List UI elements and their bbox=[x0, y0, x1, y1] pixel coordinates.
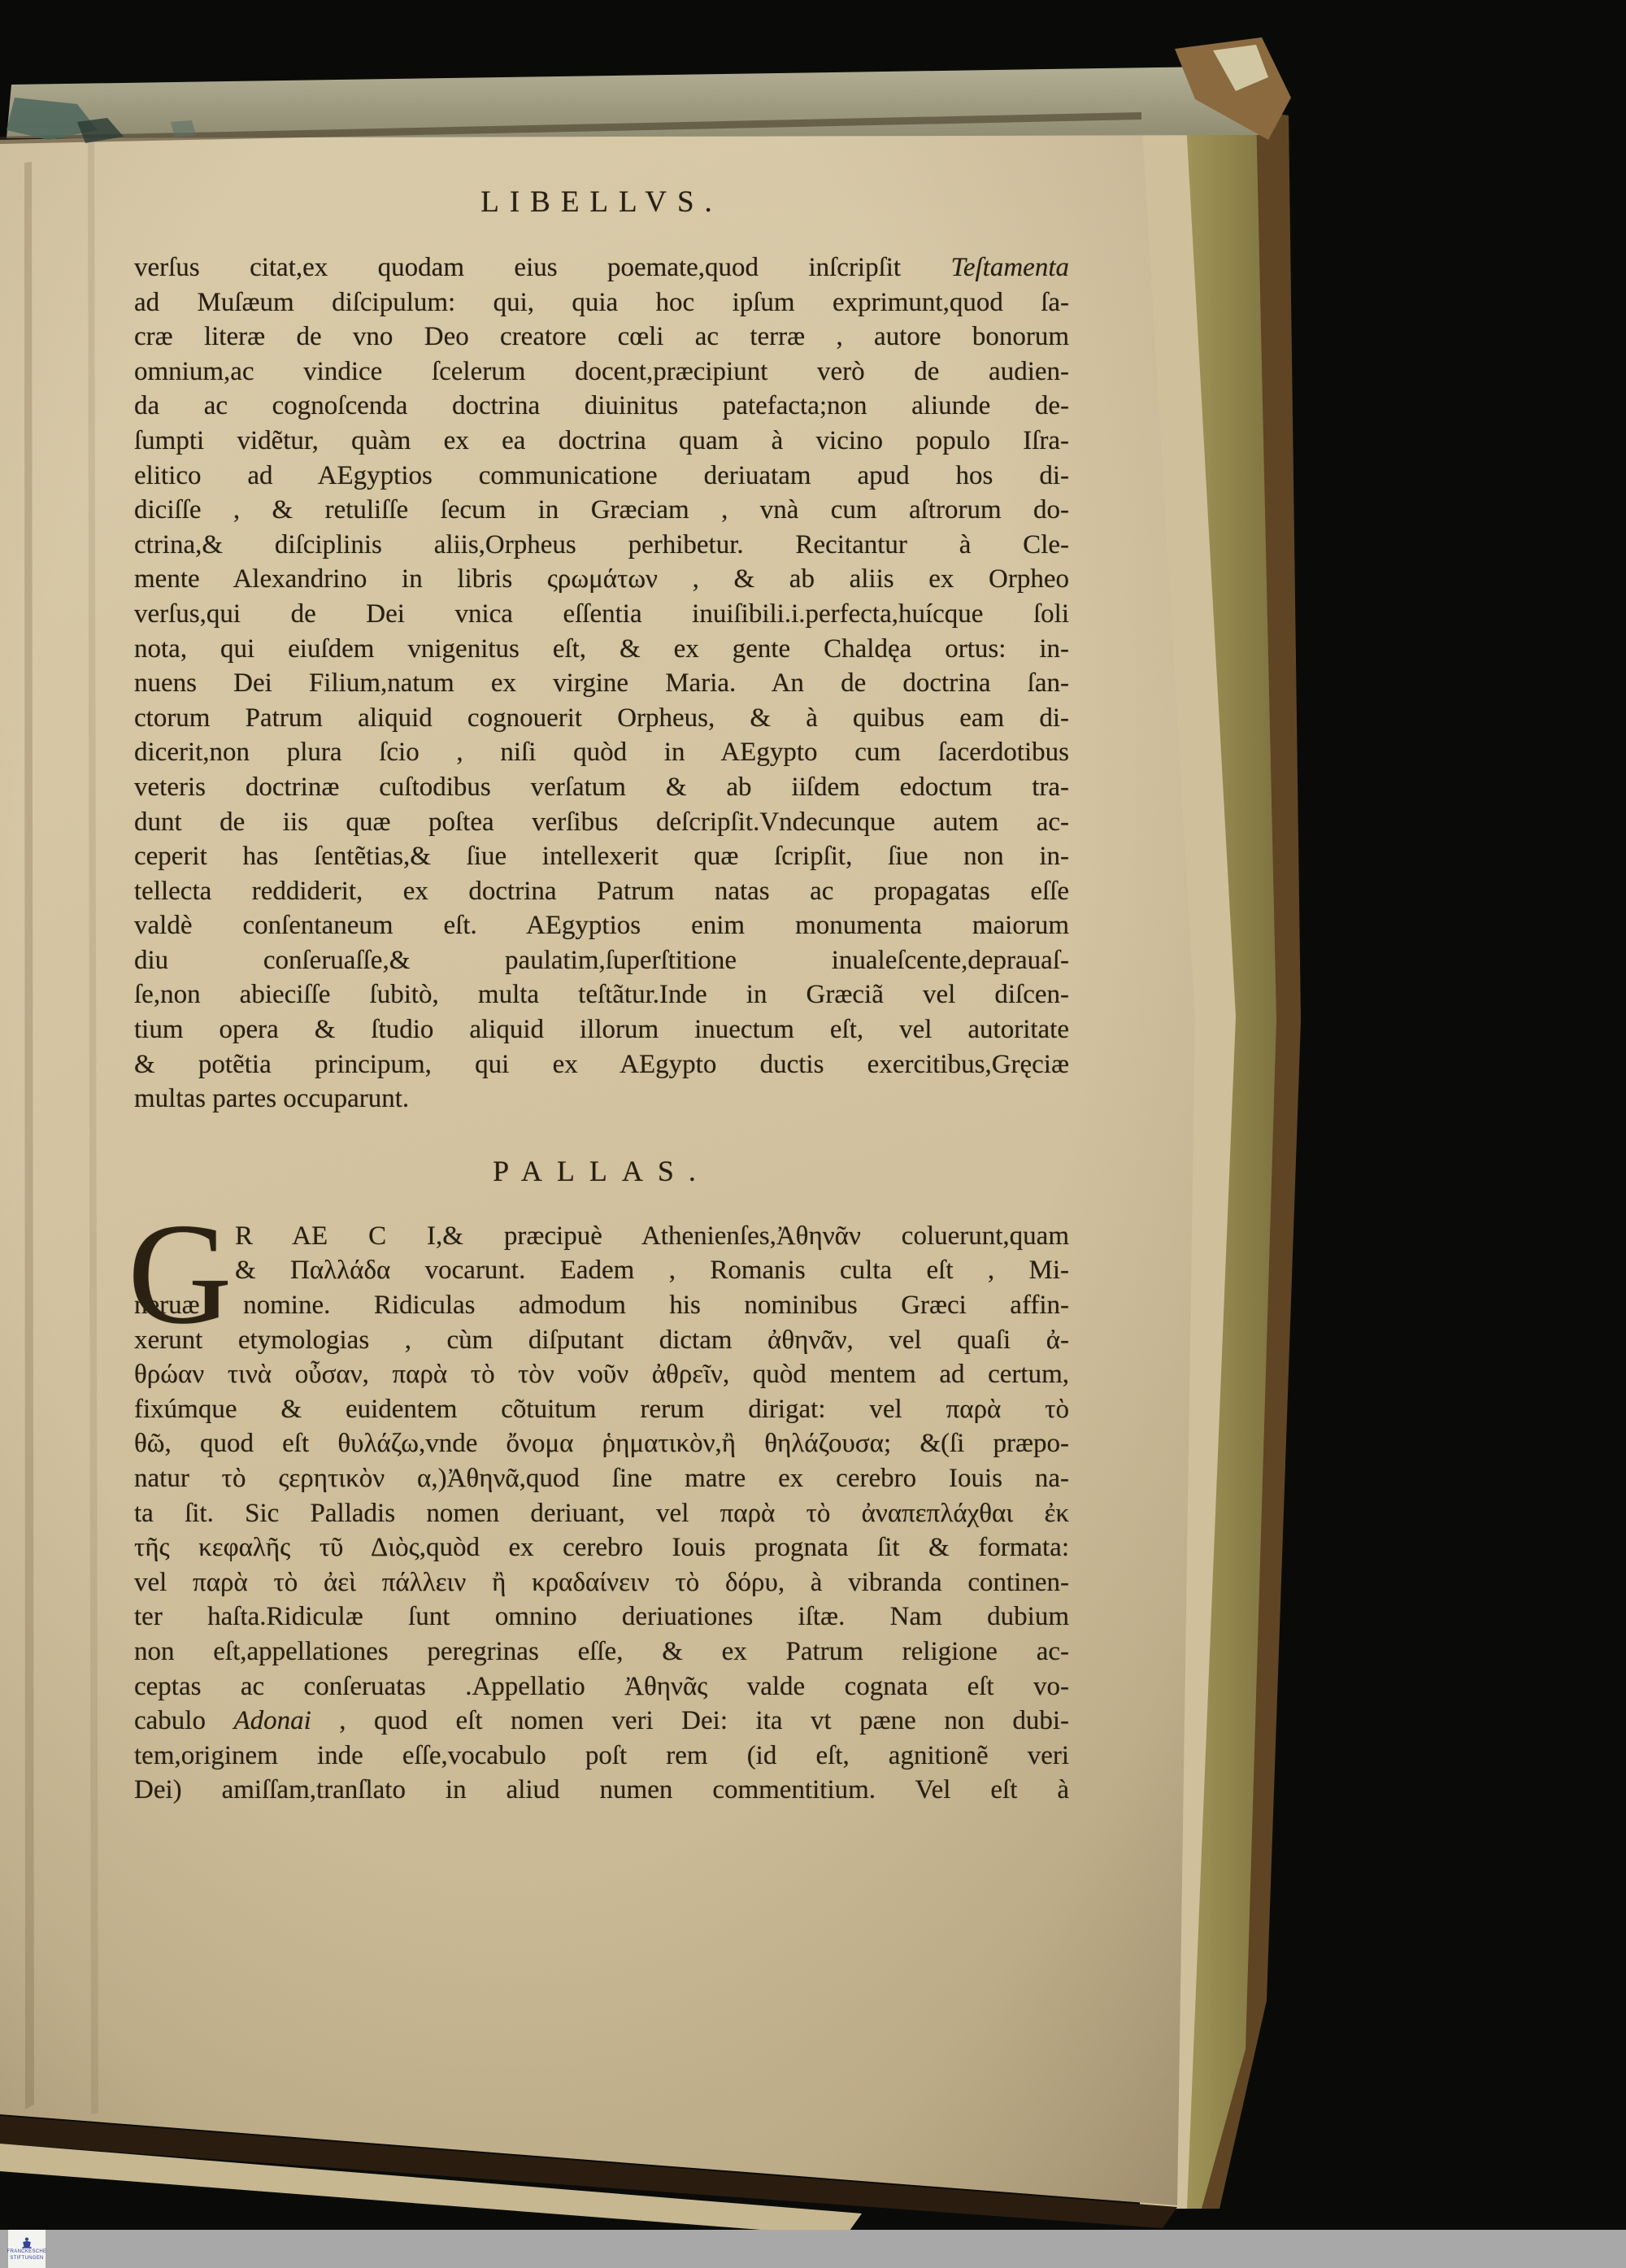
text-line: elitico ad AEgyptios communicatione deriuatam apud hos di- bbox=[134, 460, 1069, 490]
text-line: θῶ, quod eſt θυλάζω,vnde ὄνομα ῥηματικὸν,ἢ θηλάζουσα; &(ſi præpo- bbox=[134, 1429, 1069, 1459]
text-line: ceperit has ſentẽtias,& ſiue intellexerit quæ ſcripſit, ſiue non in- bbox=[134, 842, 1069, 872]
text-line: θρώαν τινὰ οὖσαν, παρὰ τὸ τὸν νοῦν ἀθρεῖν, quòd mentem ad certum, bbox=[134, 1360, 1069, 1390]
text-line: tellecta reddiderit, ex doctrina Patrum natas ac propagatas eſſe bbox=[134, 876, 1069, 906]
text-line: veteris doctrinæ cuſtodibus verſatum & ab iiſdem edoctum tra- bbox=[134, 772, 1069, 802]
text-line: multas partes occuparunt. bbox=[134, 1084, 410, 1114]
text-line: cræ literæ de vno Deo creatore cœli ac terræ , autore bonorum bbox=[134, 322, 1069, 352]
text-line: ad Muſæum diſcipulum: qui, quia hoc ipſum exprimunt,quod ſa- bbox=[134, 287, 1069, 317]
text-line: tium opera & ſtudio aliquid illorum inuectum eſt, vel autoritate bbox=[134, 1015, 1069, 1045]
text-line: verſus citat,ex quodam eius poemate,quod inſcripſit Teſtamenta bbox=[134, 253, 1069, 282]
franckesche-stiftungen-logo-icon bbox=[22, 2237, 32, 2248]
text-line: valdè conſentaneum eſt. AEgyptios enim monumenta maiorum bbox=[134, 911, 1069, 941]
scan-footer-bar bbox=[0, 2230, 1626, 2268]
text-line: verſus,qui de Dei vnica eſſentia inuiſibili.i.perfecta,huícque ſoli bbox=[134, 599, 1069, 629]
text-line: R AE C I,& præcipuè Athenienſes,Ἀθηνᾶν coluerunt,quam bbox=[235, 1221, 1069, 1251]
text-line: tem,originem inde eſſe,vocabulo poſt rem (id eſt, agnitionẽ veri bbox=[134, 1740, 1069, 1770]
cover-damage-patch-small bbox=[171, 120, 196, 137]
library-logo bbox=[8, 2230, 46, 2268]
text-line: diu conſeruaſſe,& paulatim,ſuperſtitione inualeſcente,deprauaſ- bbox=[134, 945, 1069, 975]
text-line: ta ſit. Sic Palladis nomen deriuant, vel παρὰ τὸ ἀναπεπλάχθαι ἐκ bbox=[134, 1498, 1069, 1528]
text-line: ter haſta.Ridiculæ ſunt omnino deriuationes iſtæ. Nam dubium bbox=[134, 1602, 1069, 1632]
text-line: ceptas ac conſeruatas .Appellatio Ἀθηνᾶς valde cognata eſt vo- bbox=[134, 1671, 1069, 1701]
text-line: vel παρὰ τὸ ἀεὶ πάλλειν ἢ κραδαίνειν τὸ δόρυ, à vibranda continen- bbox=[134, 1567, 1069, 1597]
drop-cap-letter: G bbox=[128, 1192, 233, 1354]
text-line: non eſt,appellationes peregrinas eſſe, & ex Patrum religione ac- bbox=[134, 1636, 1069, 1666]
library-logo-text-line2: STIFTUNGEN bbox=[10, 2255, 44, 2261]
text-line: mente Alexandrino in libris ςρωμάτων , & ab aliis ex Orpheo bbox=[134, 564, 1069, 594]
text-line: dunt de iis quæ poſtea verſibus deſcripſit.Vndecunque autem ac- bbox=[134, 807, 1069, 837]
text-line: ſumpti vidẽtur, quàm ex ea doctrina quam à vicino populo Iſra- bbox=[134, 425, 1069, 455]
text-line: & potẽtia principum, qui ex AEgypto ductis exercitibus,Gręciæ bbox=[134, 1049, 1069, 1079]
text-line: & Παλλάδα vocarunt. Eadem , Romanis culta eſt , Mi- bbox=[235, 1256, 1069, 1286]
text-line: ſe,non abieciſſe ſubitò, multa teſtãtur.Inde in Græciã vel diſcen- bbox=[134, 980, 1069, 1010]
running-header: LIBELLVS. bbox=[480, 185, 723, 219]
text-line: omnium,ac vindice ſcelerum docent,præcipiunt verò de audien- bbox=[134, 356, 1069, 386]
text-line: natur τὸ ςερητικὸν α,)Ἀθηνᾶ,quod ſine matre ex cerebro Iouis na- bbox=[134, 1464, 1069, 1493]
text-line: τῆς κεφαλῆς τῦ Διὸς,quòd ex cerebro Iouis prognata ſit & formata: bbox=[134, 1533, 1069, 1563]
text-line: ctorum Patrum aliquid cognouerit Orpheus, & à quibus eam di- bbox=[134, 703, 1069, 733]
text-line: xerunt etymologias , cùm diſputant dictam ἀθηνᾶν, vel quaſi ἀ- bbox=[134, 1325, 1069, 1355]
text-line: cabulo Adonai , quod eſt nomen veri Dei: ita vt pæne non dubi- bbox=[134, 1706, 1069, 1736]
text-line: nota, qui eiuſdem vnigenitus eſt, & ex gente Chaldęa ortus: in- bbox=[134, 633, 1069, 664]
paragraph-pallas bbox=[128, 1192, 1069, 1808]
text-line: neruæ nomine. Ridiculas admodum his nominibus Græci affin- bbox=[134, 1291, 1069, 1321]
text-line: diciſſe , & retuliſſe ſecum in Græciam , vnà cum aſtrorum do- bbox=[134, 495, 1069, 525]
library-logo-text-line1: FRANCKESCHE bbox=[7, 2249, 47, 2255]
text-line: dicerit,non plura ſcio , niſi quòd in AEgypto cum ſacerdotibus bbox=[134, 738, 1069, 768]
text-line: da ac cognoſcenda doctrina diuinitus patefacta;non aliunde de- bbox=[134, 391, 1069, 421]
section-heading-pallas: PALLAS. bbox=[493, 1154, 711, 1187]
text-line: Dei) amiſſam,tranſlato in aliud numen commentitium. Vel eſt à bbox=[134, 1775, 1069, 1805]
paragraph-orpheus bbox=[134, 250, 1069, 1117]
text-line: ctrina,& diſciplinis aliis,Orpheus perhibetur. Recitantur à Cle- bbox=[134, 529, 1069, 559]
printed-page-text bbox=[128, 184, 1069, 1808]
text-line: fixúmque & euidentem cõtuitum rerum dirigat: vel παρὰ τὸ bbox=[134, 1394, 1069, 1424]
text-line: nuens Dei Filium,natum ex virgine Maria. An de doctrina ſan- bbox=[134, 668, 1069, 699]
